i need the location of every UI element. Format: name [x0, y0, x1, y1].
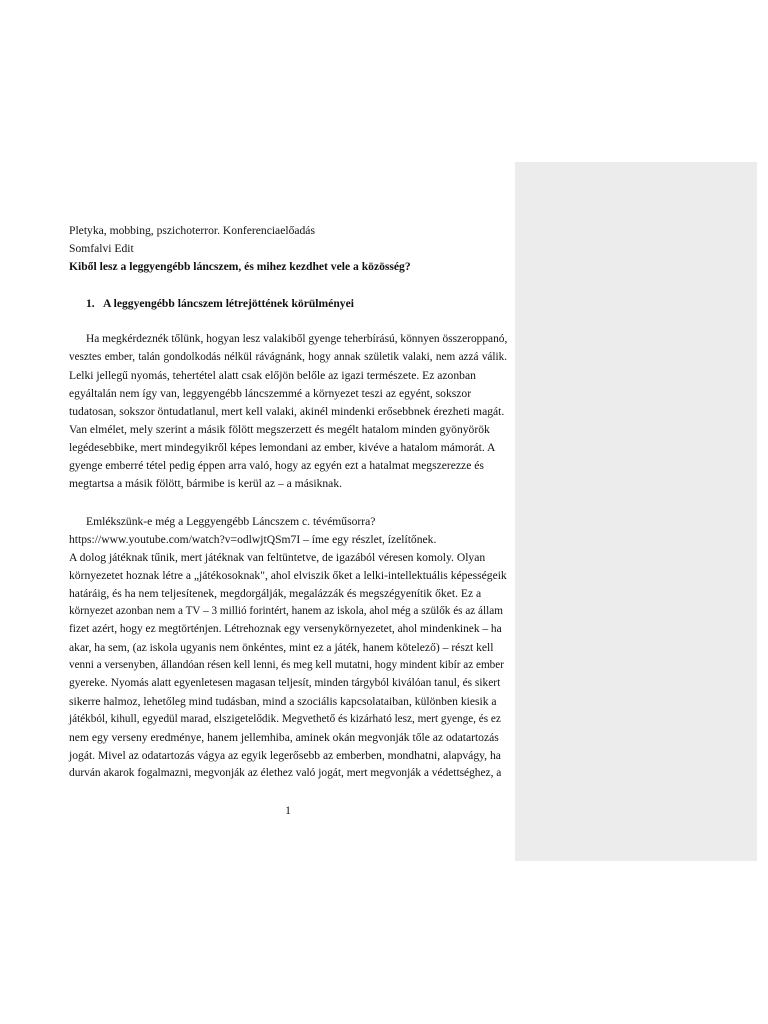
- youtube-link-line[interactable]: https://www.youtube.com/watch?v=odlwjtQSm7I – íme egy részlet, ízelítőnek.: [69, 533, 437, 546]
- paragraph-line: gyenge emberré tétel pedig éppen arra való, hogy az egyén ezt a hatalmat megszerezze és: [69, 459, 484, 472]
- paragraph-line: jogát. Mivel az odatartozás vágya az egyik legerősebb az emberben, mondhatni, alapvágy, ha: [69, 749, 501, 762]
- paragraph-line: megtartsa a másik fölött, bármibe is kerül az – a másiknak.: [69, 477, 343, 490]
- paragraph-line: durván akarok fogalmazni, megvonják az élethez való jogát, mert megvonják a védettséghez, a: [69, 767, 502, 779]
- paragraph-line: Lelki jellegű nyomás, tehertétel alatt csak előjön belőle az igazi természete. Ez azonban: [69, 369, 476, 382]
- main-question-heading: Kiből lesz a leggyengébb láncszem, és mihez kezdhet vele a közösség?: [69, 260, 411, 273]
- paragraph-line: Emlékszünk-e még a Leggyengébb Láncszem c. tévéműsorra?: [86, 515, 376, 528]
- document-title: Pletyka, mobbing, pszichoterror. Konferenciaelőadás: [69, 224, 315, 237]
- paragraph-line: vesztes ember, talán gondolkodás nélkül rávágnánk, hogy annak születik valaki, nem azzá válik.: [69, 351, 507, 363]
- paragraph-line: Ha megkérdeznék tőlünk, hogyan lesz valakiből gyenge teherbírású, könnyen összeroppanó,: [86, 333, 508, 345]
- author-name: Somfalvi Edit: [69, 242, 134, 255]
- comment-margin-pane: [515, 162, 757, 861]
- paragraph-line: legédesebbike, mert mindegyikről képes lemondani az ember, kivéve a hatalom mámorát. A: [69, 441, 496, 454]
- paragraph-line: játékból, kihull, egyedül marad, elszigetelődik. Megvethető és kizárható lesz, mert gyenge, és ez: [69, 713, 501, 725]
- paragraph-line: gyereke. Nyomás alatt egyenletesen magasan teljesít, minden tárgyból kiválóan tanul, és sikert: [69, 677, 501, 689]
- paragraph-line: egyáltalán nem így van, leggyengébb láncszemmé a környezet teszi az egyént, sokszor: [69, 387, 472, 400]
- paragraph-line: nem egy verseny eredménye, hanem jellemhiba, aminek okán megvonják tőle az odatartozás: [69, 731, 499, 744]
- page-number: 1: [285, 804, 291, 817]
- paragraph-line: fizet azért, hogy ez megtörténjen. Létrehoznak egy versenykörnyezetet, ahol mindenkinek – ha: [69, 623, 502, 635]
- paragraph-line: A dolog játéknak tűnik, mert játéknak van feltüntetve, de igazából véresen komoly. Olyan: [69, 551, 486, 564]
- paragraph-line: sikerre halmoz, lehetőleg mind tudásban, mind a szociális kapcsolataiban, különben kiesik a: [69, 695, 497, 708]
- section-number: 1.: [86, 297, 95, 310]
- paragraph-line: határáig, és ha nem teljesítenek, megdorgálják, megalázzák és megszégyenítik őket. Ez a: [69, 587, 482, 600]
- paragraph-line: környezet azonban nem a TV – 3 millió forintért, hanem az iskola, ahol még a szülők és az állam: [69, 605, 503, 617]
- paragraph-line: tudatosan, sokszor öntudatlanul, mert kell valaki, akinél mindenki erősebbnek érezheti magát.: [69, 405, 505, 418]
- section-title: A leggyengébb láncszem létrejöttének körülményei: [103, 297, 354, 310]
- paragraph-line: környezetet hoznak létre a „játékosoknak", ahol elviszik őket a lelki-intellektuális képességeik: [69, 569, 507, 582]
- paragraph-line: Van elmélet, mely szerint a másik fölött megszerzett és megélt hatalom minden gyönyörök: [69, 423, 490, 436]
- paragraph-line: akar, ha sem, (az iskola ugyanis nem önkéntes, mint ez a játék, hanem kötelező) – részt kell: [69, 641, 494, 654]
- paragraph-line: venni a versenyben, állandóan résen kell lenni, és meg kell mutatni, hogy mindent kibír az ember: [69, 659, 504, 671]
